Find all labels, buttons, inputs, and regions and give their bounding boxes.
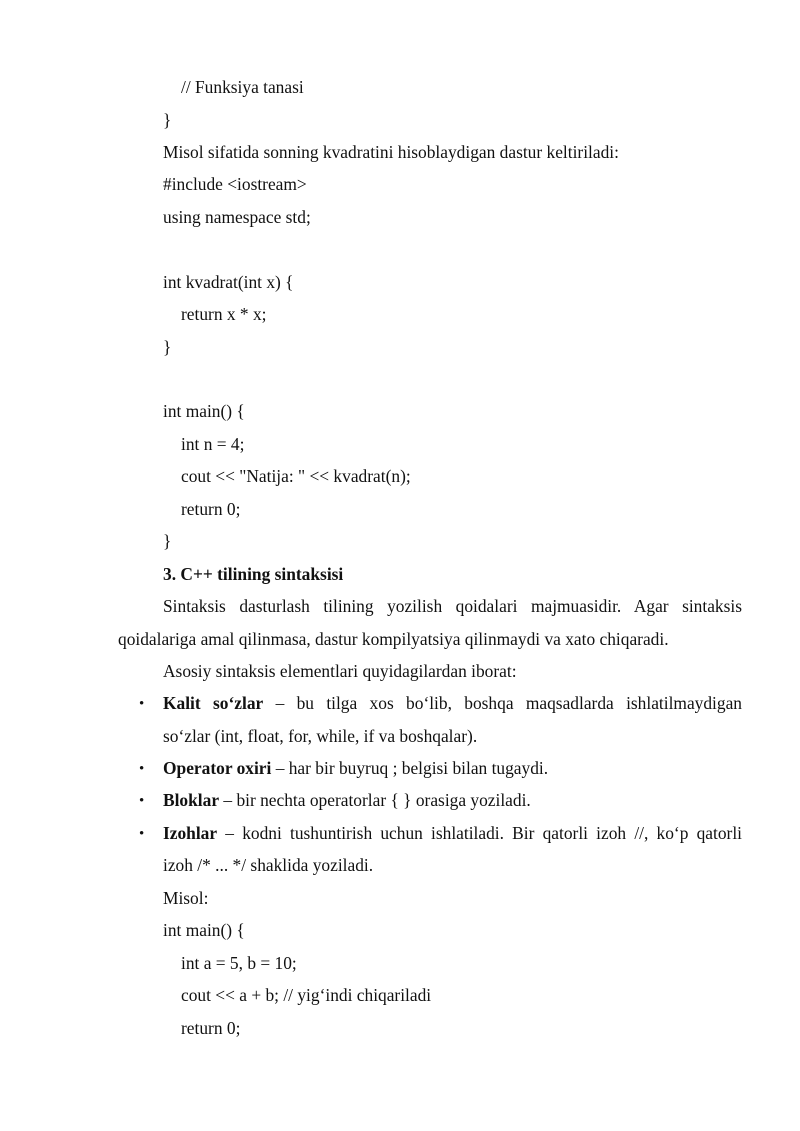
bullet-item: [163, 789, 531, 811]
bullet-item: [163, 757, 548, 779]
bullet-item: [163, 692, 742, 714]
code-line: // Funksiya tanasi: [181, 77, 304, 97]
bullet-term: Operator oxiri: [163, 758, 272, 778]
code-line: int main() {: [163, 920, 245, 940]
code-line: int n = 4;: [181, 434, 245, 454]
bullet-text: – bir nechta operatorlar { } orasiga yoziladi.: [219, 790, 531, 810]
code-line: }: [163, 337, 172, 357]
bullet-text: – kodni tushuntirish uchun ishlatiladi. Bir qatorli izoh //, ko‘p qatorli: [217, 823, 742, 843]
bullet-text: – bu tilga xos bo‘lib, boshqa maqsadlarda ishlatilmaydigan: [263, 693, 742, 713]
bullet-text: so‘zlar (int, float, for, while, if va boshqalar).: [163, 726, 478, 746]
bullet-marker: •: [139, 826, 145, 842]
code-line: int kvadrat(int x) {: [163, 272, 294, 292]
code-line: int main() {: [163, 401, 245, 421]
bullet-term: Kalit so‘zlar: [163, 693, 264, 713]
paragraph-line: Asosiy sintaksis elementlari quyidagilardan iborat:: [163, 661, 517, 681]
code-line: cout << "Natija: " << kvadrat(n);: [181, 466, 411, 486]
code-line: }: [163, 110, 172, 130]
code-line: return 0;: [181, 1018, 241, 1038]
bullet-marker: •: [139, 761, 145, 777]
paragraph-line: Sintaksis dasturlash tilining yozilish qoidalari majmuasidir. Agar sintaksis: [163, 596, 742, 616]
code-line: using namespace std;: [163, 207, 311, 227]
code-line: int a = 5, b = 10;: [181, 953, 297, 973]
bullet-term: Bloklar: [163, 790, 220, 810]
section-heading: 3. C++ tilining sintaksisi: [163, 564, 344, 584]
code-line: return 0;: [181, 499, 241, 519]
code-line: return x * x;: [181, 304, 267, 324]
bullet-marker: •: [139, 793, 145, 809]
bullet-item: [163, 822, 742, 844]
bullet-text: izoh /* ... */ shaklida yoziladi.: [163, 855, 374, 875]
bullet-marker: •: [139, 696, 145, 712]
bullet-term: Izohlar: [163, 823, 218, 843]
example-label: Misol:: [163, 888, 209, 908]
code-line: #include <iostream>: [163, 174, 307, 194]
code-line: }: [163, 531, 172, 551]
bullet-text: – har bir buyruq ; belgisi bilan tugaydi.: [271, 758, 549, 778]
paragraph-line: qoidalariga amal qilinmasa, dastur kompilyatsiya qilinmaydi va xato chiqaradi.: [118, 629, 669, 649]
code-line: cout << a + b; // yig‘indi chiqariladi: [181, 985, 432, 1005]
intro-text: Misol sifatida sonning kvadratini hisoblaydigan dastur keltiriladi:: [163, 142, 619, 162]
